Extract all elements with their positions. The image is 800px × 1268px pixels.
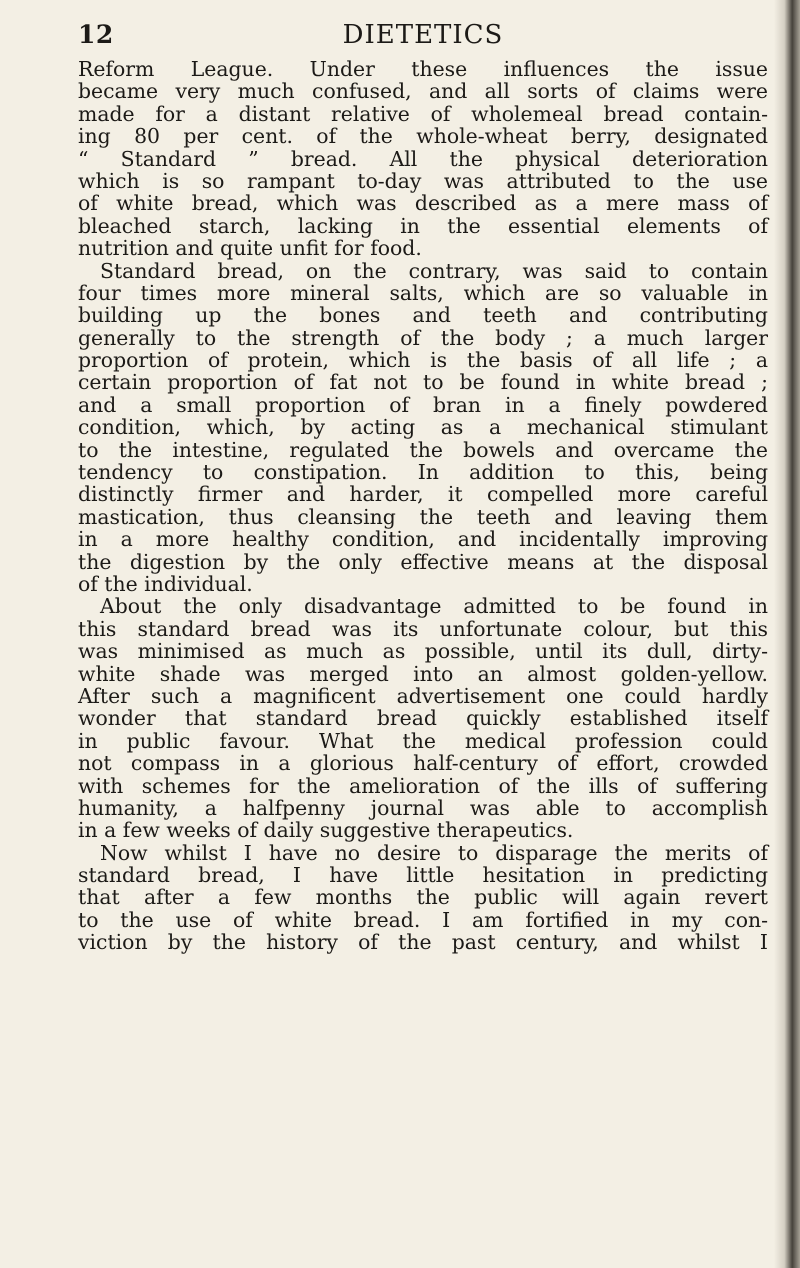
text-line: was minimised as much as possible, until its dull, dirty- — [78, 639, 768, 664]
text-line: humanity, a halfpenny journal was able to accomplish — [78, 795, 768, 820]
text-line: in public favour. What the medical profession could — [78, 728, 768, 753]
text-line: the digestion by the only effective means at the disposal — [78, 549, 768, 574]
text-line: with schemes for the amelioration of the ills of suffering — [78, 773, 768, 798]
text-line: ing 80 per cent. of the whole-wheat berry, designated — [78, 124, 768, 149]
text-line: not compass in a glorious half-century of effort, crowded — [78, 751, 768, 776]
text-line: building up the bones and teeth and contributing — [78, 303, 768, 328]
text-line: generally to the strength of the body ; a much larger — [78, 325, 768, 350]
running-head: DIETETICS — [342, 20, 504, 50]
text-line: became very much confused, and all sorts of claims were — [78, 79, 768, 104]
text-line: tendency to constipation. In addition to this, being — [78, 460, 768, 485]
text-line: white shade was merged into an almost golden-yellow. — [78, 661, 768, 686]
text-line: viction by the history of the past century, and whilst I — [78, 930, 768, 955]
page-edge-shadow — [774, 0, 800, 1268]
text-line: in a more healthy condition, and incidentally improving — [78, 527, 768, 552]
text-line: Now whilst I have no desire to disparage the merits of — [100, 840, 768, 865]
page-header — [78, 18, 768, 54]
text-line: distinctly firmer and harder, it compelled more careful — [78, 482, 768, 507]
text-line: certain proportion of fat not to be found in white bread ; — [78, 370, 768, 395]
text-line: “ Standard ” bread. All the physical deterioration — [78, 146, 768, 171]
text-line: proportion of protein, which is the basis of all life ; a — [78, 348, 768, 373]
text-line: to the use of white bread. I am fortified in my con- — [78, 907, 768, 932]
text-line: of white bread, which was described as a mere mass of — [78, 191, 768, 216]
text-line: About the only disadvantage admitted to be found in — [100, 594, 768, 619]
text-line: and a small proportion of bran in a finely powdered — [78, 392, 768, 417]
text-line: mastication, thus cleansing the teeth and leaving them — [78, 504, 768, 529]
text-line: that after a few months the public will again revert — [78, 885, 768, 910]
text-line: made for a distant relative of wholemeal bread contain- — [78, 101, 768, 126]
text-line: bleached starch, lacking in the essential elements of — [78, 213, 768, 238]
text-line: four times more mineral salts, which are so valuable in — [78, 280, 768, 305]
page-number: 12 — [78, 20, 114, 49]
text-line: to the intestine, regulated the bowels and overcame the — [78, 437, 768, 462]
text-line: in a few weeks of daily suggestive therapeutics. — [78, 818, 574, 843]
text-line: condition, which, by acting as a mechanical stimulant — [78, 415, 768, 440]
text-line: standard bread, I have little hesitation in predicting — [78, 863, 768, 888]
text-line: Reform League. Under these influences the issue — [78, 57, 768, 81]
text-line: this standard bread was its unfortunate colour, but this — [78, 616, 768, 641]
text-line: After such a magnificent advertisement one could hardly — [78, 683, 768, 708]
text-line: Standard bread, on the contrary, was said to contain — [100, 258, 768, 283]
text-line: of the individual. — [78, 571, 253, 596]
text-line: which is so rampant to-day was attributed to the use — [78, 168, 768, 193]
text-line: nutrition and quite unfit for food. — [78, 236, 422, 261]
body-text — [78, 58, 768, 954]
text-line: wonder that standard bread quickly established itself — [78, 706, 768, 731]
